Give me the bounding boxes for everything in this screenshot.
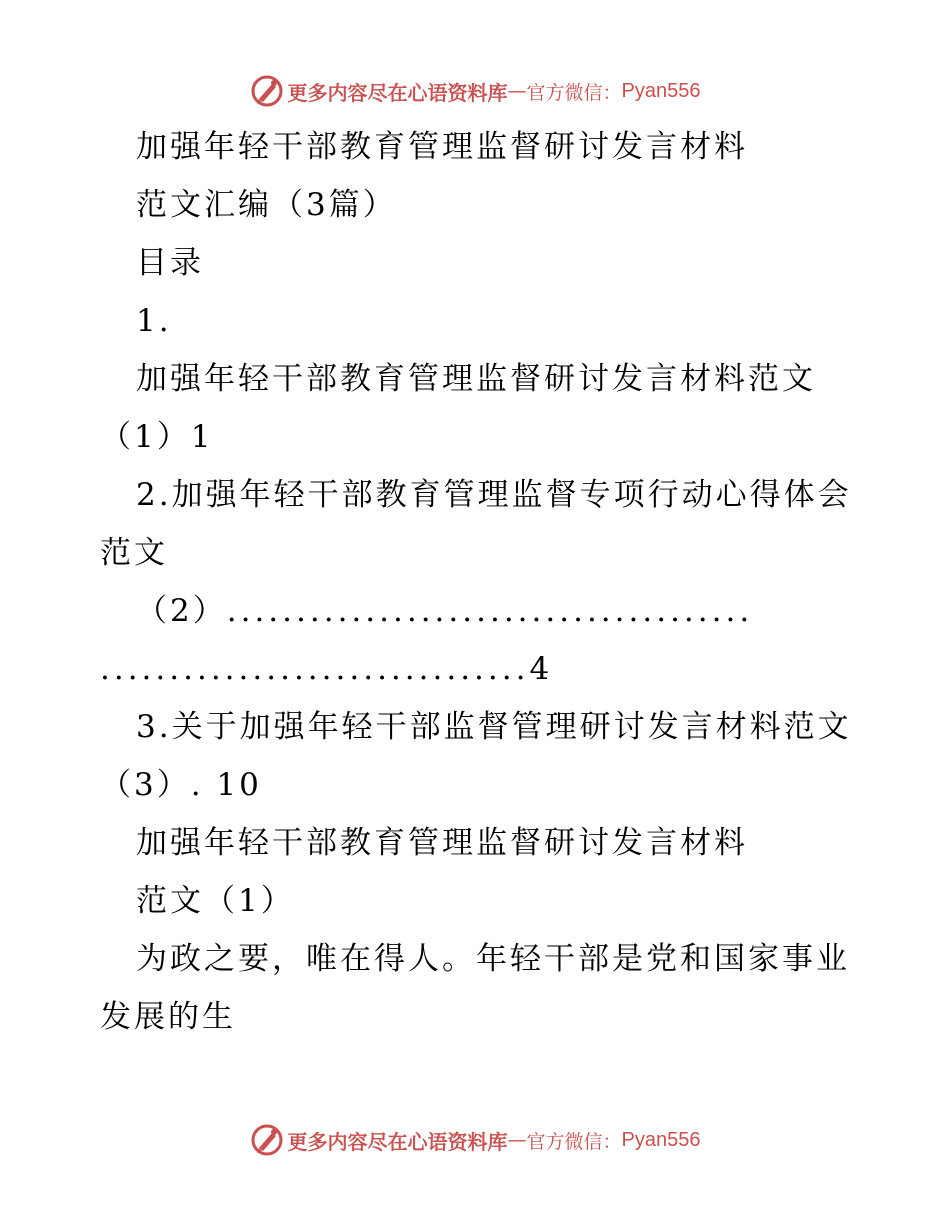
- toc-item-3-text: 3.关于加强年轻干部监督管理研讨发言材料范文: [136, 709, 852, 745]
- toc-heading: 目录: [136, 245, 204, 281]
- toc-item-2-continued: 范文: [100, 535, 168, 571]
- document-title-line-1: 加强年轻干部教育管理监督研讨发言材料: [136, 129, 748, 165]
- watermark-wechat-id: Pyan556: [621, 79, 701, 102]
- body-paragraph-line-1: 为政之要，唯在得人。年轻干部是党和国家事业: [136, 941, 850, 977]
- pen-logo-icon: [250, 1123, 284, 1157]
- watermark-official: 官方微信：: [526, 81, 622, 104]
- header-watermark: [0, 71, 950, 111]
- toc-item-3-page: （3）. 10: [100, 767, 262, 803]
- document-title-line-2: 范文汇编（3篇）: [136, 187, 397, 223]
- watermark-official: 官方微信：: [526, 1130, 622, 1153]
- section-title-line-2: 范文（1）: [136, 883, 295, 919]
- watermark-wechat-id: Pyan556: [621, 1128, 701, 1151]
- section-title-line-1: 加强年轻干部教育管理监督研讨发言材料: [136, 825, 748, 861]
- toc-item-1-text: 加强年轻干部教育管理监督研讨发言材料范文: [136, 361, 816, 397]
- watermark-dash: —: [507, 1129, 527, 1151]
- pen-logo-icon: [250, 74, 284, 108]
- toc-item-2-text: 2.加强年轻干部教育管理监督专项行动心得体会: [136, 477, 852, 513]
- toc-item-2-page-line: [100, 649, 552, 689]
- toc-item-1-number: 1.: [136, 303, 172, 339]
- toc-item-2-label: （2）: [136, 593, 227, 629]
- footer-watermark: [0, 1120, 950, 1160]
- toc-dot-leader-2: ...............................: [100, 651, 530, 687]
- toc-item-2-page: 4: [529, 651, 553, 687]
- watermark-text: 更多内容尽在心语资料库: [287, 1129, 508, 1154]
- body-paragraph-line-2: 发展的生: [100, 999, 236, 1035]
- toc-dot-leader: ......................................: [226, 593, 754, 629]
- watermark-text: 更多内容尽在心语资料库: [287, 80, 508, 105]
- watermark-dash: —: [507, 80, 527, 102]
- toc-item-2-leader: [136, 591, 753, 631]
- toc-item-1-page: （1）1: [100, 419, 214, 455]
